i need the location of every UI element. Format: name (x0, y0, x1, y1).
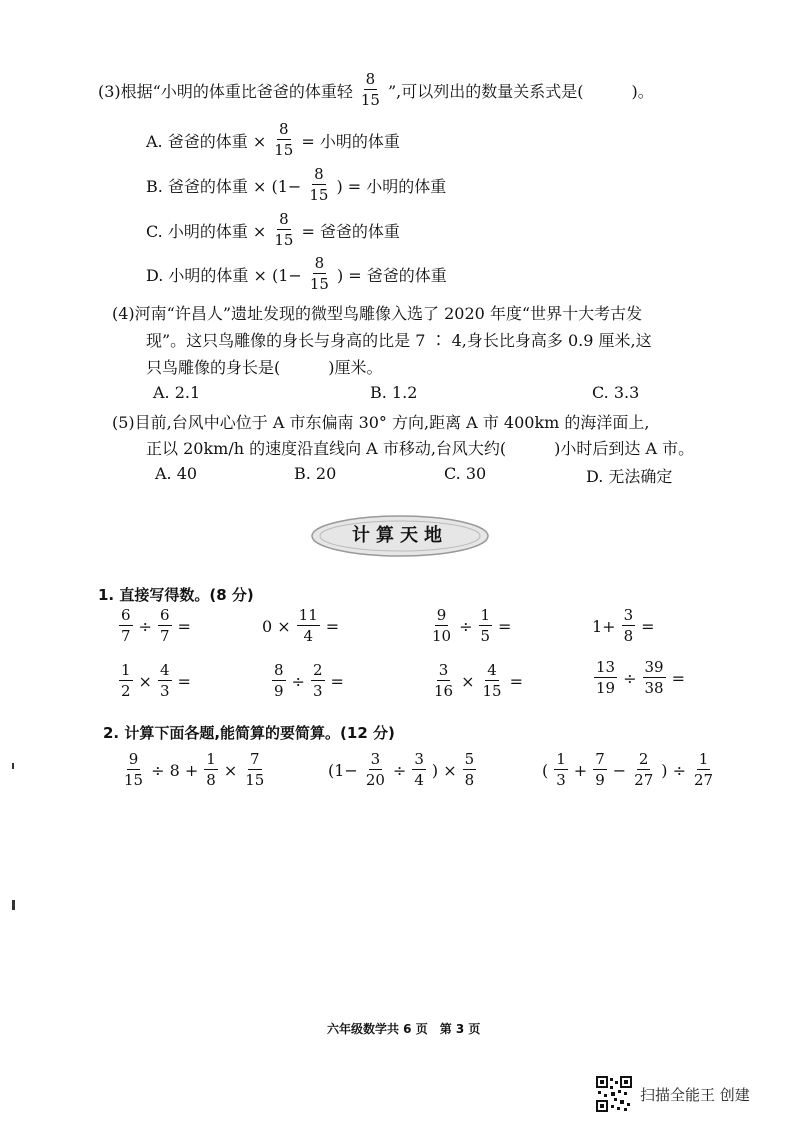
s2-expression-2: (1− $\frac{3}{20}$ ÷ $\frac{3}{4}$ ) × $\frac{5}{8}$ (328, 750, 475, 789)
q3-option-a: A. 爸爸的体重 × $\frac{8}{15}$ = 小明的体重 (146, 120, 400, 159)
s2-expression-3: ( $\frac{1}{3}$ + $\frac{7}{9}$ − $\frac{2}{27}$ ) ÷ $\frac{1}{27}$ (542, 750, 714, 789)
s1-r2-item-2: $\frac{8}{9}$ ÷ $\frac{2}{3}$ = (274, 661, 344, 700)
q4-line-2: 现”。这只鸟雕像的身长与身高的比是 7 ∶ 4,身长比身高多 0.9 厘米,这 (146, 331, 652, 350)
s1-r2-item-1: $\frac{1}{2}$ × $\frac{4}{3}$ = (121, 661, 191, 700)
q5-option-d: D. 无法确定 (586, 467, 673, 486)
section-2-title: 2. 计算下面各题,能简算的要简算。(12 分) (103, 724, 395, 742)
q5-line-2: 正以 20km/h 的速度沿直线向 A 市移动,台风大约( )小时后到达 A 市。 (146, 439, 695, 458)
q4-line-1: (4)河南“许昌人”遗址发现的微型鸟雕像入选了 2020 年度“世界十大考古发 (112, 304, 643, 323)
s1-r2-item-3: $\frac{3}{16}$ × $\frac{4}{15}$ = (434, 661, 523, 700)
q3-option-c: C. 小明的体重 × $\frac{8}{15}$ = 爸爸的体重 (146, 210, 400, 249)
section-banner (310, 514, 490, 558)
q5-option-a: A. 40 (155, 464, 198, 483)
s2-expression-1: $\frac{9}{15}$ ÷ 8 + $\frac{1}{8}$ × $\frac{7}{15}$ (124, 750, 265, 789)
q4-option-c: C. 3.3 (592, 383, 640, 402)
q3-stem-a: (3)根据“小明的体重比爸爸的体重轻 (98, 81, 353, 101)
q3-stem-b: ”,可以列出的数量关系式是( )。 (387, 81, 654, 101)
q3-option-b: B. 爸爸的体重 × (1− $\frac{8}{15}$ ) = 小明的体重 (146, 165, 447, 204)
s1-r1-item-1: $\frac{6}{7}$ ÷ $\frac{6}{7}$ = (121, 606, 191, 645)
s1-r1-item-4: 1+ $\frac{3}{8}$ = (592, 606, 655, 645)
q5-line-1: (5)目前,台风中心位于 A 市东偏南 30° 方向,距离 A 市 400km 的海洋面上, (112, 413, 650, 432)
q3-option-d: D. 小明的体重 × (1− $\frac{8}{15}$ ) = 爸爸的体重 (146, 254, 447, 293)
qr-code-icon (596, 1076, 632, 1112)
s1-r2-item-4: $\frac{13}{19}$ ÷ $\frac{39}{38}$ = (596, 658, 685, 697)
q5-option-b: B. 20 (294, 464, 337, 483)
watermark-text: 扫描全能王 创建 (640, 1086, 750, 1104)
section-1-title: 1. 直接写得数。(8 分) (98, 586, 254, 604)
q5-option-c: C. 30 (444, 464, 487, 483)
s1-r1-item-2: 0 × $\frac{11}{4}$ = (262, 606, 340, 645)
q4-option-a: A. 2.1 (153, 383, 201, 402)
page-footer: 六年级数学共 6 页 第 3 页 (327, 1022, 481, 1036)
banner-title: 计算天地 (352, 525, 448, 546)
q3-stem (98, 72, 654, 108)
q3-stem-fraction: $\frac{8}{15}$ (360, 70, 380, 109)
scan-mark (12, 763, 14, 769)
q4-line-3: 只鸟雕像的身长是( )厘米。 (146, 358, 383, 377)
scan-mark (12, 900, 15, 910)
s1-r1-item-3: $\frac{9}{10}$ ÷ $\frac{1}{5}$ = (432, 606, 512, 645)
q4-option-b: B. 1.2 (370, 383, 418, 402)
